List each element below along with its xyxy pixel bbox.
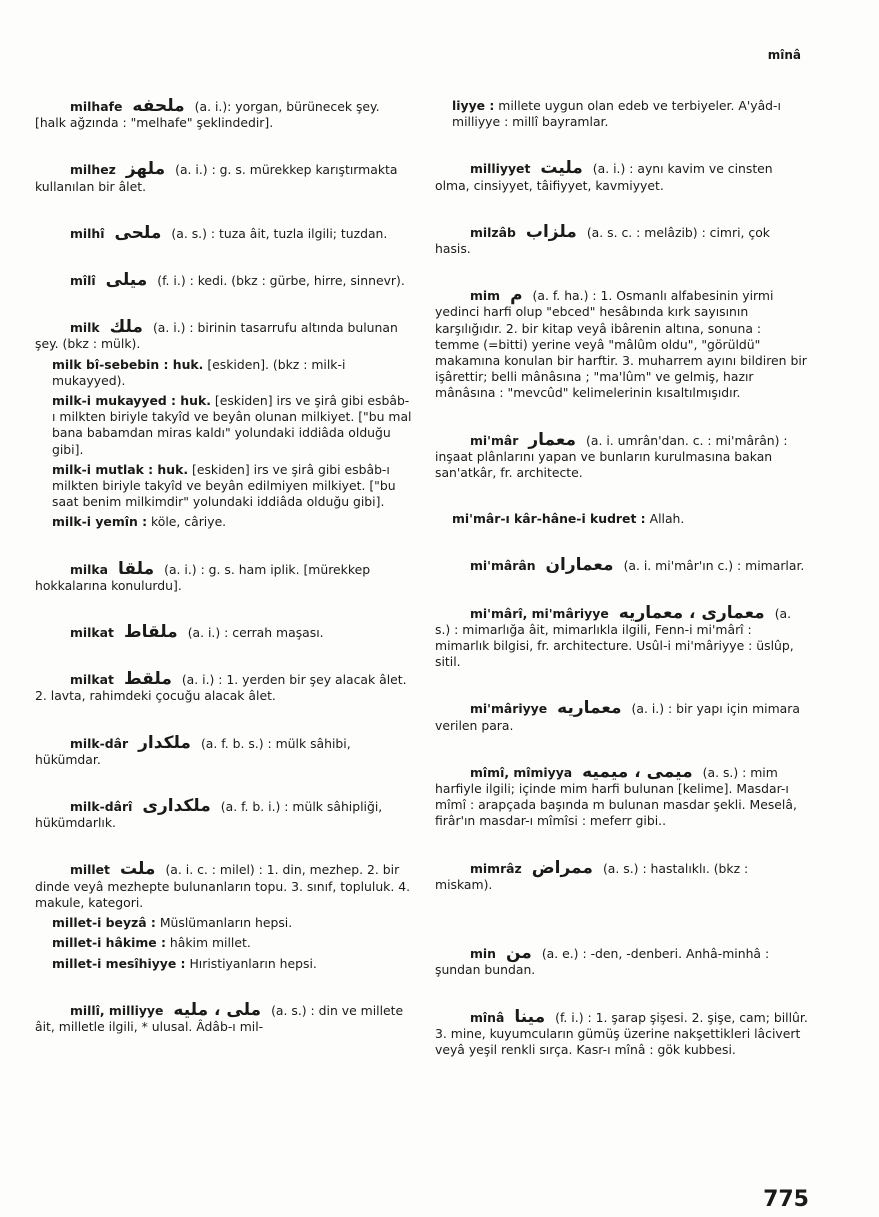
entry-definition: (a. s. c. : melâzib) : cimri, çok hasis. [435, 224, 770, 257]
entry-arabic-script: ملى ، مليه [173, 999, 262, 1020]
entry-headword: milhez [70, 162, 116, 178]
entry-headword: min [470, 946, 496, 962]
dictionary-entry [435, 287, 809, 401]
entry-arabic-script: ملقط [123, 669, 172, 690]
dictionary-entry [35, 624, 412, 641]
entry-headword: milk-i mutlak : huk. [52, 461, 189, 477]
entry-definition: (a. s.) : mimarlığa âit, mimarlıkla ilgili, Fenn-i mi'mârî : mimarlık bilgisi, fr. architecture. Usûl-i mi'mâriyye : üslûp, sitil. [435, 605, 794, 670]
entry-headword: mimrâz [470, 860, 522, 876]
dictionary-entry [35, 558, 412, 594]
entry-definition: (f. i.) : 1. şarap şişesi. 2. şişe, cam; billûr. 3. mine, kuyumcuların gümüş üzerine nakşettikleri lâcivert veyâ yeşil renkli sırça. Kasr-ı mînâ : gök kubbesi. [435, 1009, 808, 1057]
entry-definition: Hıristiyanların hepsi. [189, 955, 317, 971]
entry-headword: milka [70, 561, 109, 577]
entry-headword: milk [70, 320, 100, 336]
entry-arabic-script: ملحفه [132, 96, 185, 116]
entry-definition: (a. i.) : cerrah maşası. [187, 625, 324, 641]
entry-definition: (a. f. b. i.) : mülk sâhipliği, hükümdarlık. [35, 799, 383, 831]
entry-definition: (a. f. ha.) : 1. Osmanlı alfabesinin yirmi yedinci harfi olup "ebced" hesâbında kırk sayısının karşılığıdır. 2. bir kitap veyâ ibârenin altına, sonuna : temme (=bitti) yerine veyâ "mâlûm oldu", "görüldü" makamına konulan bir harftir. 3. muharrem ayını bildiren bir işârettir; belli mânâsına ; "ma'lûm" ve gelmiş, hazır mânâsına : "mevcûd" kelimelerinin kısaltılmışıdır. [435, 288, 807, 401]
entry-definition: Müslümanların hepsi. [159, 915, 293, 931]
dictionary-entry [435, 160, 809, 193]
dictionary-entry [35, 935, 412, 951]
entry-arabic-script: معمارى ، معماريه [618, 602, 765, 623]
entry-arabic-script: ملزاب [525, 221, 577, 242]
entry-arabic-script: ممراض [531, 857, 593, 878]
entry-definition: Allah. [649, 511, 685, 527]
entry-definition: (a. s.) : tuza âit, tuzla ilgili; tuzdan. [171, 225, 388, 241]
entry-headword: milk bî-sebebin : huk. [52, 356, 204, 372]
entry-definition: (a. i. mi'mâr'ın c.) : mimarlar. [623, 558, 805, 574]
entry-definition: (a. i.) : 1. yerden bir şey alacak âlet. 2. lavta, rahimdeki çocuğu alacak âlet. [35, 672, 407, 704]
entry-definition: köle, câriye. [151, 514, 227, 530]
dictionary-entry [435, 511, 809, 527]
entry-headword: mîlî [70, 273, 96, 289]
dictionary-entry [35, 732, 412, 768]
entry-arabic-script: مليت [540, 158, 583, 179]
entry-arabic-script: ملكدارى [142, 796, 211, 817]
entry-headword: millet [70, 862, 110, 878]
entry-arabic-script: ملقا [118, 558, 155, 579]
entry-arabic-script: ملك [109, 317, 143, 338]
entry-headword: mi'mâr-ı kâr-hâne-i kudret : [452, 511, 646, 527]
entry-headword: millet-i mesîhiyye : [52, 955, 186, 971]
entry-definition: millete uygun olan edeb ve terbiyeler. A'yâd-ı milliyye : millî bayramlar. [452, 98, 781, 130]
entry-arabic-script: من [505, 943, 532, 964]
entry-headword: milk-i yemîn : [52, 514, 148, 530]
entry-headword: mi'mâriyye [470, 701, 548, 717]
entry-arabic-script: ميلى [105, 270, 148, 291]
dictionary-entry [435, 761, 809, 830]
dictionary-entry [435, 557, 809, 574]
entry-definition: (a. s.) : hastalıklı. (bkz : miskam). [435, 860, 749, 892]
entry-definition: (a. i.) : bir yapı için mimara verilen para. [435, 701, 800, 733]
dictionary-entry [35, 161, 412, 194]
entry-headword: mim [470, 288, 501, 304]
dictionary-entry [35, 393, 412, 458]
entry-arabic-script: م [510, 285, 523, 306]
entry-arabic-script: ملحى [114, 222, 162, 243]
entry-headword: milkat [70, 672, 114, 688]
dictionary-entry [35, 357, 412, 389]
dictionary-entry [35, 861, 412, 911]
dictionary-entry [35, 272, 412, 289]
dictionary-entry [435, 945, 809, 978]
entry-definition: (a. i.) : g. s. mürekkep karıştırmakta kullanılan bir âlet. [35, 162, 398, 194]
entry-definition: (a. i.) : birinin tasarrufu altında bulunan şey. (bkz : mülk). [35, 320, 398, 352]
entry-arabic-script: ميمى ، ميميه [582, 761, 693, 782]
entry-definition: (a. i.) : g. s. ham iplik. [mürekkep hokkalarına konulurdu]. [35, 561, 371, 593]
entry-headword: mînâ [470, 1009, 505, 1025]
entry-arabic-script: ملقاط [123, 622, 178, 643]
left-column [35, 98, 412, 1039]
entry-arabic-script: معماريه [557, 698, 622, 719]
right-column [435, 98, 809, 1062]
entry-definition: [eskiden] irs ve şirâ gibi esbâb-ı milkten biriyle takyîd ve beyân edilmiyen milkiyet. ["bu saat benim milkimdir" yolundaki iddiâda olduğu gibi]. [52, 461, 396, 510]
dictionary-entry [35, 915, 412, 931]
entry-arabic-script: معمار [528, 429, 577, 450]
entry-definition: (a. s.) : din ve millete âit, milletle ilgili, * ulusal. Âdâb-ı mil- [35, 1002, 404, 1034]
dictionary-entry [435, 98, 809, 130]
dictionary-entry [35, 956, 412, 972]
entry-headword: millî, milliyye [70, 1002, 164, 1018]
entry-headword: mi'mârî, mi'mâriyye [470, 605, 609, 621]
entry-headword: milliyyet [470, 161, 531, 177]
entry-headword: mi'mârân [470, 558, 536, 574]
entry-headword: millet-i beyzâ : [52, 915, 156, 931]
entry-arabic-script: ملكدار [138, 732, 191, 753]
entry-headword: milk-dârî [70, 799, 133, 815]
entry-headword: milk-i mukayyed : huk. [52, 393, 211, 409]
entry-headword: milhafe [70, 99, 123, 114]
entry-definition: [eskiden] irs ve şirâ gibi esbâb-ı milkten biriyle takyîd ve beyân olunan milkiyet. ["bu mal bana babamdan miras kaldı" yolundaki iddiâda olduğu gibi]. [52, 393, 412, 457]
entry-definition: (a. s.) : mim harfiyle ilgili; içinde mim harfi bulunan [kelime]. Masdar-ı mîmî : arapçada başında m bulunan masdar şekli. Meselâ, firâr'ın masdar-ı mîmîsi : meferr gibi.. [435, 764, 797, 829]
entry-arabic-script: ملت [119, 859, 156, 880]
entry-definition: (a. i. c. : milel) : 1. din, mezhep. 2. bir dinde veyâ mezhepte bulunanların topu. 3. sınıf, topluluk. 4. makule, kategori. [35, 862, 411, 910]
entry-headword: milzâb [470, 224, 516, 240]
dictionary-entry [435, 1006, 809, 1059]
dictionary-entry [35, 671, 412, 704]
entry-definition: (f. i.) : kedi. (bkz : gürbe, hirre, sinnevr). [157, 273, 405, 289]
dictionary-entry [35, 514, 412, 530]
entry-headword: mi'mâr [470, 432, 519, 448]
entry-headword: milk-dâr [70, 735, 129, 751]
dictionary-entry [35, 999, 412, 1035]
dictionary-entry [35, 222, 412, 243]
entry-definition: (a. i.) : aynı kavim ve cinsten olma, cinsiyyet, tâifiyyet, kavmiyyet. [435, 161, 773, 193]
entry-arabic-script: ملهز [125, 159, 166, 180]
entry-arabic-script: معماران [545, 555, 614, 576]
dictionary-entry [35, 319, 412, 352]
entry-headword: millet-i hâkime : [52, 935, 166, 951]
entry-definition: (a. f. b. s.) : mülk sâhibi, hükümdar. [35, 735, 351, 767]
entry-definition: (a. e.) : -den, -denberi. Anhâ-minhâ : şundan bundan. [435, 946, 770, 978]
running-head: mînâ [767, 48, 801, 62]
dictionary-entry [35, 462, 412, 511]
dictionary-entry [435, 221, 809, 257]
entry-headword: milhî [70, 225, 105, 241]
dictionary-entry [435, 857, 809, 893]
entry-definition: hâkim millet. [169, 935, 251, 951]
dictionary-entry [435, 700, 809, 733]
page-number: 775 [763, 1187, 809, 1212]
entry-headword: liyye : [452, 98, 495, 113]
entry-headword: mîmî, mîmiyya [470, 764, 573, 780]
dictionary-entry [35, 798, 412, 831]
entry-definition: (a. i.): yorgan, bürünecek şey. [halk ağzında : "melhafe" şeklindedir]. [35, 99, 380, 131]
dictionary-entry [435, 429, 809, 482]
entry-definition: [eskiden]. (bkz : milk-i mukayyed). [52, 356, 346, 388]
entry-arabic-script: مينا [514, 1006, 546, 1027]
dictionary-entry [435, 602, 809, 671]
entry-headword: milkat [70, 625, 114, 641]
entry-definition: (a. i. umrân'dan. c. : mi'mârân) : inşaat plânlarını yapan ve bunların kurulmasına bakan san'atkâr, fr. architecte. [435, 432, 788, 481]
dictionary-entry [35, 98, 412, 131]
